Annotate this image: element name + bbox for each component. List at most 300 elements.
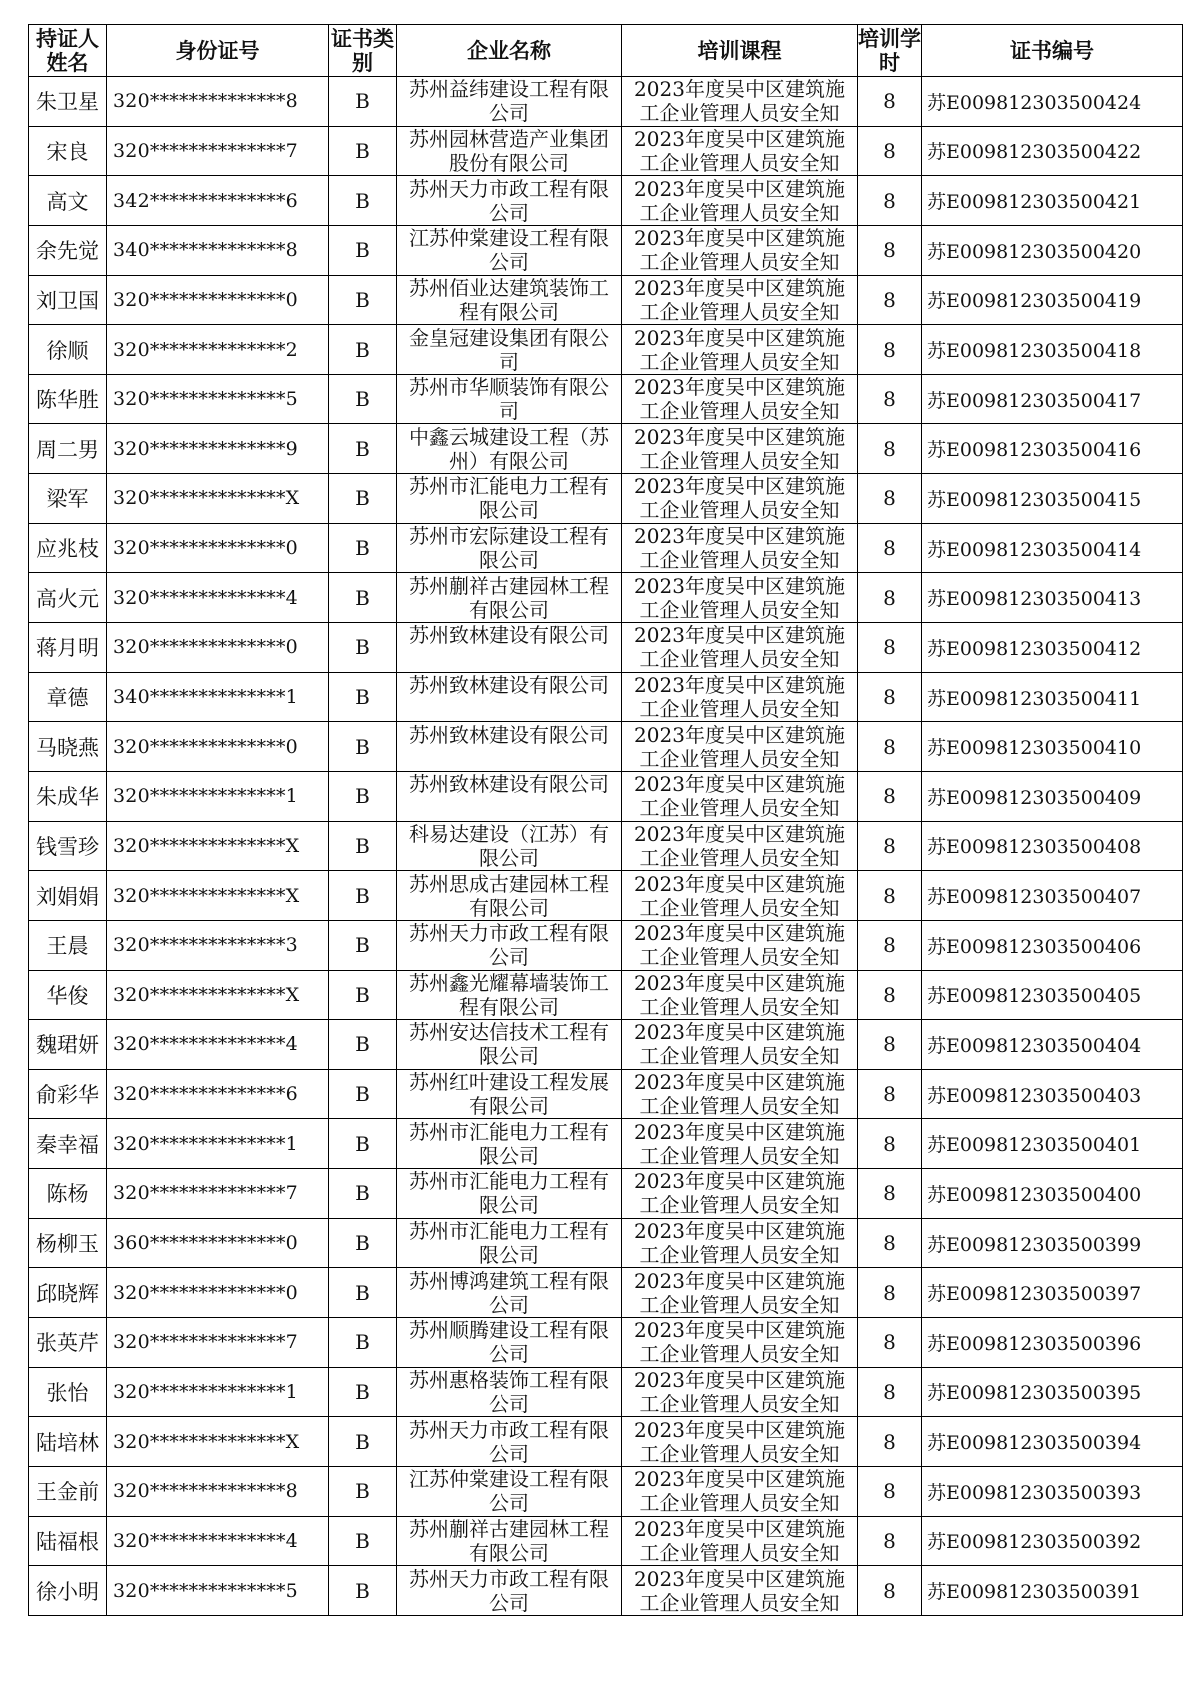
company-name-cell [397,573,622,623]
company-name-cell [397,275,622,325]
training-course-cell [622,424,858,474]
training-hours-cell: 8 [858,523,922,573]
certificate-type-cell: B [329,672,397,722]
certificate-type-cell: B [329,722,397,772]
certificate-number-cell: 苏E009812303500415 [922,474,1183,524]
holder-name-cell: 陆培林 [29,1417,107,1467]
training-course-cell-text: 2023年度吴中区建筑施工企业管理人员安全知 [634,474,845,523]
id-number-cell: 320**************7 [107,1318,329,1368]
holder-name-cell: 张怡 [29,1367,107,1417]
certificate-type-cell: B [329,225,397,275]
company-name-cell-text: 苏州市汇能电力工程有限公司 [409,1169,609,1218]
id-number-cell: 342**************6 [107,176,329,226]
certificate-type-cell: B [329,1417,397,1467]
training-course-cell-text: 2023年度吴中区建筑施工企业管理人员安全知 [634,424,845,473]
training-hours-cell: 8 [858,1119,922,1169]
training-course-cell-text: 2023年度吴中区建筑施工企业管理人员安全知 [634,1070,845,1119]
company-name-cell [397,126,622,176]
table-row [29,1318,1183,1368]
training-course-cell-text: 2023年度吴中区建筑施工企业管理人员安全知 [634,1318,845,1367]
certificate-type-cell: B [329,1367,397,1417]
training-hours-cell: 8 [858,920,922,970]
holder-name-cell: 马晓燕 [29,722,107,772]
training-course-cell-text: 2023年度吴中区建筑施工企业管理人员安全知 [634,375,845,424]
training-course-cell [622,970,858,1020]
company-name-cell [397,771,622,821]
holder-name-cell: 王晨 [29,920,107,970]
holder-name-cell: 朱卫星 [29,77,107,127]
certificate-type-cell: B [329,871,397,921]
holder-name-cell: 高火元 [29,573,107,623]
company-name-cell-text: 苏州致林建设有限公司 [409,772,609,797]
training-hours-cell: 8 [858,722,922,772]
holder-name-cell: 华俊 [29,970,107,1020]
certificate-number-cell: 苏E009812303500397 [922,1268,1183,1318]
company-name-cell-text: 苏州博鸿建筑工程有限公司 [409,1268,609,1317]
table-row [29,1516,1183,1566]
table-row [29,424,1183,474]
training-hours-cell: 8 [858,1020,922,1070]
training-course-cell [622,623,858,673]
certificate-type-cell: B [329,1169,397,1219]
company-name-cell [397,1218,622,1268]
id-number-cell: 320**************0 [107,1268,329,1318]
company-name-cell-text: 苏州安达信技术工程有限公司 [409,1020,609,1069]
company-name-cell-text: 苏州市汇能电力工程有限公司 [409,1119,609,1168]
id-number-cell: 320**************0 [107,275,329,325]
holder-name-cell: 朱成华 [29,771,107,821]
table-row [29,821,1183,871]
holder-name-cell: 应兆枝 [29,523,107,573]
table-row [29,275,1183,325]
table-row [29,474,1183,524]
id-number-cell: 320**************4 [107,1516,329,1566]
training-hours-cell: 8 [858,970,922,1020]
training-hours-cell: 8 [858,1318,922,1368]
training-course-cell-text: 2023年度吴中区建筑施工企业管理人员安全知 [634,722,845,771]
training-course-cell [622,1020,858,1070]
table-row [29,970,1183,1020]
id-number-cell: 320**************X [107,970,329,1020]
company-name-cell-text: 苏州蒯祥古建园林工程有限公司 [409,573,609,622]
training-hours-cell: 8 [858,126,922,176]
company-name-cell [397,1318,622,1368]
training-course-cell-text: 2023年度吴中区建筑施工企业管理人员安全知 [634,772,845,821]
company-name-cell [397,1516,622,1566]
id-number-cell: 320**************X [107,821,329,871]
company-name-cell-text: 金皇冠建设集团有限公司 [409,325,609,374]
company-name-cell-text: 苏州顺腾建设工程有限公司 [409,1318,609,1367]
company-name-cell [397,1119,622,1169]
certificate-number-cell: 苏E009812303500407 [922,871,1183,921]
training-course-cell [622,126,858,176]
company-name-cell-text: 苏州惠格装饰工程有限公司 [409,1367,609,1416]
header-company-name: 企业名称 [397,25,622,77]
id-number-cell: 320**************1 [107,1367,329,1417]
id-number-cell: 340**************1 [107,672,329,722]
table-row [29,871,1183,921]
certificate-number-cell: 苏E009812303500406 [922,920,1183,970]
header-certificate-number: 证书编号 [922,25,1183,77]
certificate-number-cell: 苏E009812303500392 [922,1516,1183,1566]
table-row [29,1020,1183,1070]
table-row [29,523,1183,573]
certificate-number-cell: 苏E009812303500422 [922,126,1183,176]
company-name-cell [397,1169,622,1219]
company-name-cell-text: 江苏仲棠建设工程有限公司 [409,226,609,275]
training-course-cell [622,523,858,573]
training-hours-cell: 8 [858,1566,922,1616]
training-hours-cell: 8 [858,821,922,871]
certificate-type-cell: B [329,374,397,424]
company-name-cell-text: 苏州思成古建园林工程有限公司 [409,871,609,920]
id-number-cell: 320**************X [107,474,329,524]
id-number-cell: 320**************7 [107,126,329,176]
company-name-cell-text: 科易达建设（江苏）有限公司 [409,821,609,870]
certificate-number-cell: 苏E009812303500412 [922,623,1183,673]
holder-name-cell: 徐顺 [29,325,107,375]
holder-name-cell: 蒋月明 [29,623,107,673]
company-name-cell [397,1566,622,1616]
holder-name-cell: 徐小明 [29,1566,107,1616]
company-name-cell [397,722,622,772]
certificate-type-cell: B [329,1566,397,1616]
company-name-cell-text: 苏州鑫光耀幕墙装饰工程有限公司 [409,970,609,1019]
company-name-cell-text: 苏州市汇能电力工程有限公司 [409,1219,609,1268]
company-name-cell [397,474,622,524]
table-row [29,1417,1183,1467]
training-course-cell-text: 2023年度吴中区建筑施工企业管理人员安全知 [634,821,845,870]
header-certificate-type: 证书类别 [329,25,397,77]
certificate-number-cell: 苏E009812303500395 [922,1367,1183,1417]
training-course-cell-text: 2023年度吴中区建筑施工企业管理人员安全知 [634,1467,845,1516]
holder-name-cell: 章德 [29,672,107,722]
company-name-cell-text: 苏州天力市政工程有限公司 [409,921,609,970]
company-name-cell [397,374,622,424]
company-name-cell-text: 苏州天力市政工程有限公司 [409,1566,609,1615]
certificate-number-cell: 苏E009812303500411 [922,672,1183,722]
certificate-type-cell: B [329,1020,397,1070]
certificate-type-cell: B [329,523,397,573]
certificate-type-cell: B [329,275,397,325]
certificate-type-cell: B [329,474,397,524]
holder-name-cell: 陆福根 [29,1516,107,1566]
holder-name-cell: 余先觉 [29,225,107,275]
id-number-cell: 320**************2 [107,325,329,375]
training-course-cell [622,871,858,921]
holder-name-cell: 刘娟娟 [29,871,107,921]
certificate-number-cell: 苏E009812303500421 [922,176,1183,226]
training-course-cell-text: 2023年度吴中区建筑施工企业管理人员安全知 [634,325,845,374]
training-course-cell-text: 2023年度吴中区建筑施工企业管理人员安全知 [634,1020,845,1069]
company-name-cell-text: 苏州市华顺装饰有限公司 [409,375,609,424]
company-name-cell [397,424,622,474]
training-course-cell-text: 2023年度吴中区建筑施工企业管理人员安全知 [634,1417,845,1466]
certificate-type-cell: B [329,920,397,970]
training-hours-cell: 8 [858,275,922,325]
company-name-cell-text: 苏州致林建设有限公司 [409,673,609,697]
company-name-cell-text: 苏州致林建设有限公司 [409,722,609,747]
company-name-cell [397,623,622,673]
company-name-cell-text: 苏州天力市政工程有限公司 [409,1417,609,1466]
id-number-cell: 320**************6 [107,1069,329,1119]
company-name-cell [397,176,622,226]
table-row [29,325,1183,375]
training-hours-cell: 8 [858,623,922,673]
training-course-cell [622,325,858,375]
table-body [29,77,1183,1616]
certificate-type-cell: B [329,1516,397,1566]
id-number-cell: 360**************0 [107,1218,329,1268]
table-row [29,771,1183,821]
id-number-cell: 320**************8 [107,77,329,127]
certificate-type-cell: B [329,126,397,176]
table-row [29,126,1183,176]
training-course-cell [622,77,858,127]
id-number-cell: 320**************0 [107,722,329,772]
training-course-cell [622,474,858,524]
training-course-cell [622,1119,858,1169]
training-course-cell [622,573,858,623]
holder-name-cell: 秦幸福 [29,1119,107,1169]
company-name-cell [397,1417,622,1467]
training-hours-cell: 8 [858,176,922,226]
training-course-cell [622,374,858,424]
company-name-cell [397,920,622,970]
training-hours-cell: 8 [858,424,922,474]
training-hours-cell: 8 [858,77,922,127]
certificate-type-cell: B [329,77,397,127]
training-course-cell-text: 2023年度吴中区建筑施工企业管理人员安全知 [634,673,845,721]
company-name-cell [397,871,622,921]
certificate-type-cell: B [329,1318,397,1368]
company-name-cell [397,1069,622,1119]
certificate-table [28,24,1183,1616]
training-hours-cell: 8 [858,871,922,921]
training-course-cell-text: 2023年度吴中区建筑施工企业管理人员安全知 [634,921,845,970]
certificate-type-cell: B [329,1069,397,1119]
training-hours-cell: 8 [858,1069,922,1119]
id-number-cell: 320**************X [107,1417,329,1467]
training-course-cell [622,672,858,722]
company-name-cell-text: 苏州致林建设有限公司 [409,623,609,648]
company-name-cell [397,1466,622,1516]
training-hours-cell: 8 [858,374,922,424]
company-name-cell-text: 江苏仲棠建设工程有限公司 [409,1467,609,1516]
training-hours-cell: 8 [858,672,922,722]
id-number-cell: 320**************5 [107,1566,329,1616]
table-row [29,77,1183,127]
certificate-number-cell: 苏E009812303500404 [922,1020,1183,1070]
id-number-cell: 320**************7 [107,1169,329,1219]
id-number-cell: 320**************5 [107,374,329,424]
holder-name-cell: 高文 [29,176,107,226]
company-name-cell [397,970,622,1020]
company-name-cell [397,1020,622,1070]
certificate-number-cell: 苏E009812303500400 [922,1169,1183,1219]
training-hours-cell: 8 [858,1466,922,1516]
training-course-cell-text: 2023年度吴中区建筑施工企业管理人员安全知 [634,126,845,175]
table-header-row [29,25,1183,77]
training-course-cell [622,275,858,325]
certificate-number-cell: 苏E009812303500403 [922,1069,1183,1119]
training-course-cell [622,1268,858,1318]
table-row [29,1069,1183,1119]
training-hours-cell: 8 [858,1218,922,1268]
company-name-cell-text: 苏州蒯祥古建园林工程有限公司 [409,1516,609,1565]
training-course-cell [622,225,858,275]
holder-name-cell: 王金前 [29,1466,107,1516]
holder-name-cell: 刘卫国 [29,275,107,325]
company-name-cell-text: 苏州园林营造产业集团股份有限公司 [409,126,609,175]
header-training-course: 培训课程 [622,25,858,77]
training-hours-cell: 8 [858,573,922,623]
table-row [29,1169,1183,1219]
table-row [29,1268,1183,1318]
certificate-type-cell: B [329,771,397,821]
table-row [29,920,1183,970]
company-name-cell-text: 苏州益纬建设工程有限公司 [409,77,609,126]
training-course-cell [622,1367,858,1417]
certificate-type-cell: B [329,1218,397,1268]
training-course-cell-text: 2023年度吴中区建筑施工企业管理人员安全知 [634,871,845,920]
training-hours-cell: 8 [858,1169,922,1219]
training-hours-cell: 8 [858,1268,922,1318]
table-row [29,1466,1183,1516]
certificate-type-cell: B [329,821,397,871]
training-course-cell [622,821,858,871]
company-name-cell [397,672,622,722]
company-name-cell-text: 苏州市宏际建设工程有限公司 [409,524,609,573]
holder-name-cell: 邱晓辉 [29,1268,107,1318]
training-course-cell [622,1069,858,1119]
table-row [29,1566,1183,1616]
certificate-number-cell: 苏E009812303500396 [922,1318,1183,1368]
table-row [29,1119,1183,1169]
certificate-type-cell: B [329,1466,397,1516]
company-name-cell-text: 中鑫云城建设工程（苏州）有限公司 [409,424,609,473]
table-row [29,623,1183,673]
certificate-type-cell: B [329,176,397,226]
certificate-type-cell: B [329,1119,397,1169]
training-course-cell-text: 2023年度吴中区建筑施工企业管理人员安全知 [634,176,845,225]
id-number-cell: 320**************4 [107,1020,329,1070]
header-id-number: 身份证号 [107,25,329,77]
training-course-cell-text: 2023年度吴中区建筑施工企业管理人员安全知 [634,623,845,672]
holder-name-cell: 陈杨 [29,1169,107,1219]
training-course-cell [622,1218,858,1268]
company-name-cell [397,1367,622,1417]
id-number-cell: 320**************X [107,871,329,921]
holder-name-cell: 魏珺妍 [29,1020,107,1070]
certificate-number-cell: 苏E009812303500424 [922,77,1183,127]
training-course-cell-text: 2023年度吴中区建筑施工企业管理人员安全知 [634,1367,845,1416]
training-hours-cell: 8 [858,771,922,821]
training-course-cell-text: 2023年度吴中区建筑施工企业管理人员安全知 [634,970,845,1019]
certificate-type-cell: B [329,573,397,623]
id-number-cell: 320**************4 [107,573,329,623]
training-course-cell-text: 2023年度吴中区建筑施工企业管理人员安全知 [634,524,845,573]
certificate-type-cell: B [329,970,397,1020]
table-row [29,1367,1183,1417]
id-number-cell: 320**************8 [107,1466,329,1516]
id-number-cell: 320**************1 [107,771,329,821]
table-row [29,573,1183,623]
id-number-cell: 320**************0 [107,523,329,573]
holder-name-cell: 周二男 [29,424,107,474]
training-hours-cell: 8 [858,1367,922,1417]
training-course-cell-text: 2023年度吴中区建筑施工企业管理人员安全知 [634,226,845,275]
certificate-type-cell: B [329,325,397,375]
training-hours-cell: 8 [858,1417,922,1467]
company-name-cell-text: 苏州佰业达建筑装饰工程有限公司 [409,275,609,324]
table-row [29,225,1183,275]
certificate-number-cell: 苏E009812303500409 [922,771,1183,821]
training-course-cell-text: 2023年度吴中区建筑施工企业管理人员安全知 [634,1219,845,1268]
company-name-cell [397,77,622,127]
holder-name-cell: 钱雪珍 [29,821,107,871]
id-number-cell: 320**************1 [107,1119,329,1169]
holder-name-cell: 张英芹 [29,1318,107,1368]
training-course-cell [622,771,858,821]
training-course-cell [622,1516,858,1566]
holder-name-cell: 杨柳玉 [29,1218,107,1268]
table-row [29,672,1183,722]
training-course-cell [622,722,858,772]
holder-name-cell: 俞彩华 [29,1069,107,1119]
certificate-number-cell: 苏E009812303500401 [922,1119,1183,1169]
training-hours-cell: 8 [858,325,922,375]
company-name-cell [397,821,622,871]
certificate-number-cell: 苏E009812303500413 [922,573,1183,623]
certificate-number-cell: 苏E009812303500393 [922,1466,1183,1516]
id-number-cell: 320**************9 [107,424,329,474]
certificate-number-cell: 苏E009812303500391 [922,1566,1183,1616]
table-row [29,1218,1183,1268]
id-number-cell: 320**************3 [107,920,329,970]
holder-name-cell: 梁军 [29,474,107,524]
certificate-number-cell: 苏E009812303500416 [922,424,1183,474]
id-number-cell: 320**************0 [107,623,329,673]
table-row [29,176,1183,226]
header-training-hours: 培训学时 [858,26,921,75]
training-course-cell [622,920,858,970]
company-name-cell-text: 苏州天力市政工程有限公司 [409,176,609,225]
certificate-number-cell: 苏E009812303500405 [922,970,1183,1020]
company-name-cell-text: 苏州市汇能电力工程有限公司 [409,474,609,523]
training-course-cell-text: 2023年度吴中区建筑施工企业管理人员安全知 [634,77,845,126]
certificate-type-cell: B [329,424,397,474]
training-course-cell-text: 2023年度吴中区建筑施工企业管理人员安全知 [634,1516,845,1565]
training-hours-cell: 8 [858,474,922,524]
training-course-cell [622,1466,858,1516]
table-row [29,722,1183,772]
training-course-cell-text: 2023年度吴中区建筑施工企业管理人员安全知 [634,275,845,324]
certificate-number-cell: 苏E009812303500394 [922,1417,1183,1467]
training-course-cell [622,1417,858,1467]
company-name-cell [397,325,622,375]
training-hours-cell: 8 [858,225,922,275]
company-name-cell-text: 苏州红叶建设工程发展有限公司 [409,1070,609,1119]
company-name-cell [397,225,622,275]
training-course-cell-text: 2023年度吴中区建筑施工企业管理人员安全知 [634,1268,845,1317]
training-course-cell-text: 2023年度吴中区建筑施工企业管理人员安全知 [634,1169,845,1218]
certificate-number-cell: 苏E009812303500420 [922,225,1183,275]
certificate-type-cell: B [329,1268,397,1318]
certificate-number-cell: 苏E009812303500417 [922,374,1183,424]
table-row [29,374,1183,424]
training-course-cell-text: 2023年度吴中区建筑施工企业管理人员安全知 [634,1119,845,1168]
